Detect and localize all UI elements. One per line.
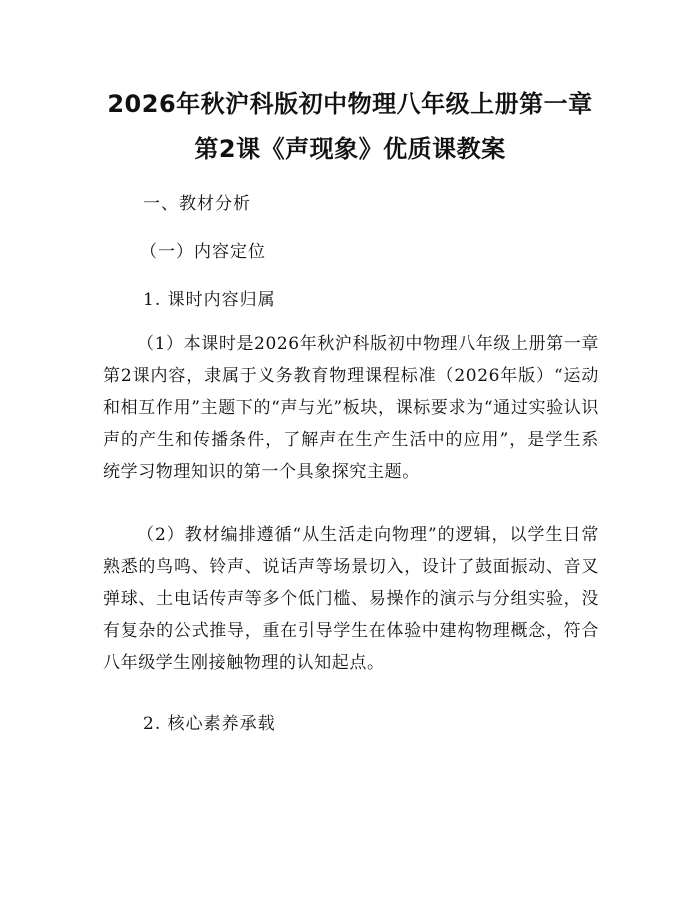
item-heading-lesson-content: 1. 课时内容归属: [143, 290, 276, 310]
document-title-line-2: 第2课《声现象》优质课教案: [194, 135, 506, 163]
paragraph-lesson-placement: （1）本课时是2026年秋沪科版初中物理八年级上册第一章第2课内容，隶属于义务教育物理课程标准（2026年版）“运动和相互作用”主题下的“声与光”板块，课标要求为“通过实验认识声的产生和传播条件，了解声在生产生活中的应用”，是学生系统学习物理知识的第一个具象探究主题。: [103, 334, 599, 482]
subsection-heading-content-positioning: （一）内容定位: [140, 242, 266, 262]
section-heading-textbook-analysis: 一、教材分析: [143, 194, 251, 214]
document-title-line-1: 2026年秋沪科版初中物理八年级上册第一章: [107, 90, 593, 118]
item-heading-core-literacy: 2. 核心素养承载: [143, 714, 276, 734]
paragraph-textbook-arrangement: （2）教材编排遵循“从生活走向物理”的逻辑，以学生日常熟悉的鸟鸣、铃声、说话声等场景切入，设计了鼓面振动、音叉弹球、土电话传声等多个低门槛、易操作的演示与分组实验，没有复杂的公式推导，重在引导学生在体验中建构物理概念，符合八年级学生刚接触物理的认知起点。: [103, 525, 599, 673]
